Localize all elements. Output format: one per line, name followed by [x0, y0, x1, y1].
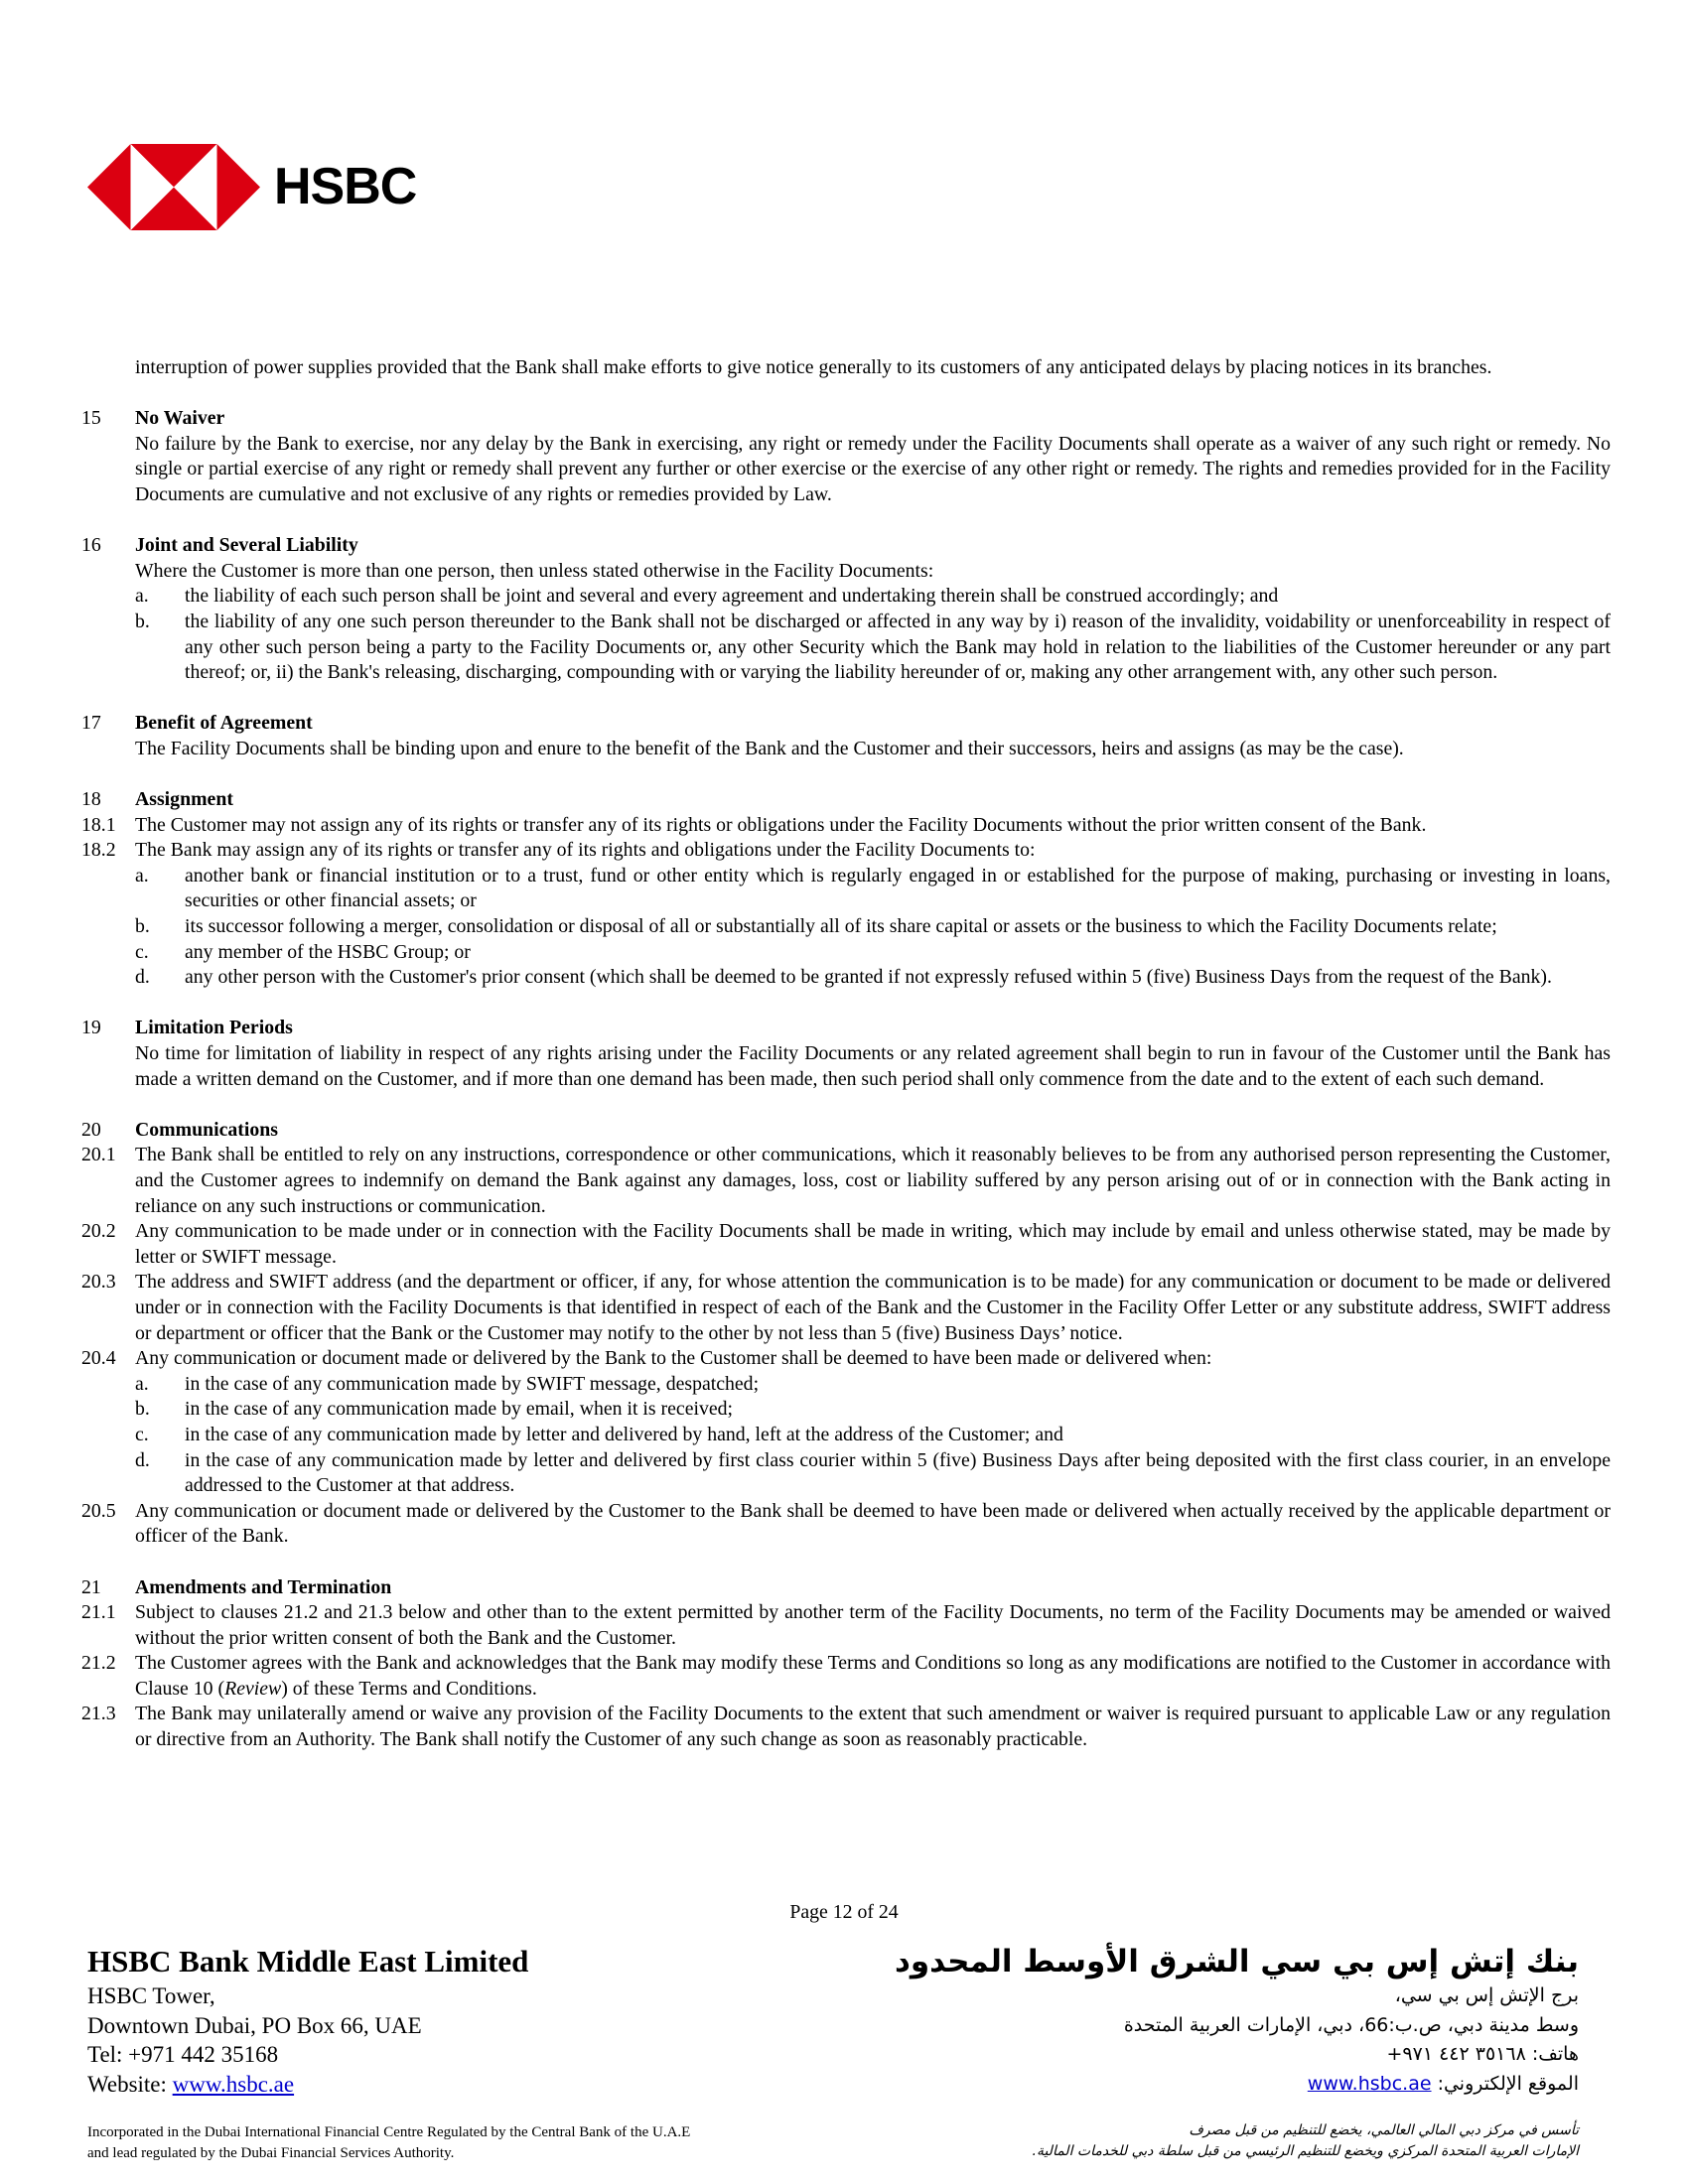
website-row-arabic: الموقع الإلكتروني: www.hsbc.ae	[1307, 2072, 1579, 2095]
website-link[interactable]: www.hsbc.ae	[172, 2071, 295, 2097]
section-21-heading: 21 Amendments and Termination	[81, 1575, 392, 1598]
clause-20-3: 20.3 The address and SWIFT address (and the department or officer, if any, for whose attention the communication is to be made) for any communication or document to be made or delivered under or in connection with the Facility Documents is that identified in respect of each of the Bank and the Customer in the Facility Offer Letter or any substitute address, SWIFT address or department or officer that the Bank or the Customer may notify to the other by not less than 5 (five) Business Days’ notice.	[81, 1271, 1611, 1344]
section-18-heading: 18 Assignment	[81, 788, 233, 811]
clause-20-5: 20.5 Any communication or document made or delivered by the Customer to the Bank shall be deemed to have been made or delivered when actually received by the applicable department or officer of the Bank.	[81, 1499, 1611, 1548]
terms-body	[81, 355, 1611, 1753]
telephone-arabic: هاتف: ٣٥١٦٨ ٤٤٢ ٩٧١+	[1386, 2043, 1579, 2065]
address-line-arabic: وسط مدينة دبي، ص.ب:66، دبي، الإمارات العربية المتحدة	[1123, 2013, 1579, 2036]
page-number: Page 12 of 24	[789, 1901, 899, 1923]
section-20-item: c. in the case of any communication made by letter and delivered by hand, left at the address of the Customer; and	[135, 1423, 1063, 1445]
section-20-item: d. in the case of any communication made by letter and delivered by first class courier within 5 (five) Business Days after being deposited with the first class courier, in an envelope addressed to the Customer at that address.	[135, 1448, 1611, 1497]
clause-21-3: 21.3 The Bank may unilaterally amend or waive any provision of the Facility Documents to the extent that such amendment or waiver is required pursuant to applicable Law or any regulation or directive from an Authority. The Bank shall notify the Customer of any such change as soon as reasonably practicable.	[81, 1703, 1611, 1751]
section-16-heading: 16 Joint and Several Liability	[81, 534, 358, 557]
section-19-heading: 19 Limitation Periods	[81, 1017, 293, 1039]
address-line-arabic: برج الإتش إس بي سي،	[1394, 1984, 1579, 2006]
footer-address-ar	[895, 1942, 1579, 2099]
clause-18-2: 18.2 The Bank may assign any of its rights or transfer any of its rights and obligations under the Facility Documents to:	[81, 839, 1036, 862]
section-18-item: c. any member of the HSBC Group; or	[135, 940, 471, 963]
section-20-item: b. in the case of any communication made by email, when it is received;	[135, 1398, 734, 1421]
hsbc-logo	[87, 139, 416, 234]
website-row: Website: www.hsbc.ae	[87, 2071, 295, 2097]
section-15-heading: 15 No Waiver	[81, 407, 225, 430]
section-18-item: d. any other person with the Customer's prior consent (which shall be deemed to be granted if not expressly refused within 5 (five) Business Days from the request of the Bank).	[135, 966, 1552, 989]
logo-wordmark: HSBC	[274, 158, 417, 215]
address-line: Downtown Dubai, PO Box 66, UAE	[87, 2012, 422, 2038]
clause-20-4: 20.4 Any communication or document made or delivered by the Bank to the Customer shall be deemed to have been made or delivered when:	[81, 1347, 1212, 1370]
address-line: HSBC Tower,	[87, 1983, 215, 2008]
hsbc-hexagon-icon	[87, 144, 260, 230]
intro-paragraph: interruption of power supplies provided that the Bank shall make efforts to give notice generally to its customers of any anticipated delays by placing notices in its branches.	[135, 356, 1492, 378]
section-18-item: a. another bank or financial institution or to a trust, fund or other entity which is regularly engaged in or established for the purpose of making, purchasing or investing in loans, securities or other financial assets; or	[135, 864, 1611, 912]
bank-name-arabic: بنك إتش إس بي سي الشرق الأوسط المحدود	[895, 1944, 1579, 1979]
legal-notice-arabic: تأسس في مركز دبي المالي العالمي، يخضع للتنظيم من قبل مصرف الإمارات العربية المتحدة المركزي ويخضع للتنظيم الرئيسي من قبل سلطة دبي للخدمات المالية.	[1032, 2122, 1579, 2159]
footer-address-en	[87, 1942, 528, 2099]
section-20-item: a. in the case of any communication made by SWIFT message, despatched;	[135, 1372, 760, 1395]
clause-21-1: 21.1 Subject to clauses 21.2 and 21.3 below and other than to the extent permitted by another term of the Facility Documents, no term of the Facility Documents may be amended or waived without the prior written consent of both the Bank and the Customer.	[81, 1601, 1611, 1649]
section-15-text: No failure by the Bank to exercise, nor any delay by the Bank in exercising, any right or remedy under the Facility Documents shall operate as a waiver of any such right or remedy. No single or partial exercise of any right or remedy shall prevent any further or other exercise or the exercise of any other right or remedy. The rights and remedies provided for in the Facility Documents are cumulative and not exclusive of any rights or remedies provided by Law.	[135, 432, 1611, 505]
telephone: Tel: +971 442 35168	[87, 2042, 279, 2067]
clause-21-2: 21.2 The Customer agrees with the Bank and acknowledges that the Bank may modify these Terms and Conditions so long as any modifications are notified to the Customer in accordance with Clause 10 (Review) of these Terms and Conditions.	[81, 1652, 1611, 1700]
section-17-text: The Facility Documents shall be binding upon and enure to the benefit of the Bank and the Customer and their successors, heirs and assigns (as may be the case).	[135, 737, 1404, 759]
section-17-heading: 17 Benefit of Agreement	[81, 712, 313, 735]
clause-20-2: 20.2 Any communication to be made under or in connection with the Facility Documents shall be made in writing, which may include by email and unless otherwise stated, may be made by letter or SWIFT message.	[81, 1220, 1611, 1268]
section-16-item: b. the liability of any one such person thereunder to the Bank shall not be discharged or affected in any way by i) reason of the invalidity, voidability or unenforceability in respect of any other such person being a party to the Facility Documents or, any other Security which the Bank may hold in relation to the liabilities of the Customer hereunder or any part thereof; or, ii) the Bank's releasing, discharging, compounding with or varying the liability hereunder of or, making any other arrangement with, any other such person.	[135, 610, 1611, 684]
clause-18-1: 18.1 The Customer may not assign any of its rights or transfer any of its rights or obligations under the Facility Documents without the prior written consent of the Bank.	[81, 813, 1427, 836]
section-16-item: a. the liability of each such person shall be joint and several and every agreement and undertaking therein shall be construed accordingly; and	[135, 585, 1279, 608]
bank-name: HSBC Bank Middle East Limited	[87, 1944, 529, 1979]
section-16-text: Where the Customer is more than one person, then unless stated otherwise in the Facility Documents:	[135, 559, 934, 582]
clause-20-1: 20.1 The Bank shall be entitled to rely on any instructions, correspondence or other communications, which it reasonably believes to be from any authorised person representing the Customer, and the Customer agrees to indemnify on demand the Bank against any damages, loss, cost or liability suffered by any person arising out of or in connection with the Bank acting in reliance on any such instructions or communication.	[81, 1144, 1611, 1217]
section-19-text: No time for limitation of liability in respect of any rights arising under the Facility Documents or any related agreement shall begin to run in favour of the Customer until the Bank has made a written demand on the Customer, and if more than one demand has been made, then such period shall only commence from the date and to the extent of each such demand.	[135, 1042, 1611, 1090]
section-18-item: b. its successor following a merger, consolidation or disposal of all or substantially all of its share capital or assets or the business to which the Facility Documents relate;	[135, 915, 1497, 938]
section-20-heading: 20 Communications	[81, 1118, 278, 1141]
legal-notice: Incorporated in the Dubai International Financial Centre Regulated by the Central Bank of the U.A.E and lead regulated by the Dubai Financial Services Authority.	[87, 2124, 691, 2161]
website-link-arabic[interactable]: www.hsbc.ae	[1307, 2072, 1432, 2095]
